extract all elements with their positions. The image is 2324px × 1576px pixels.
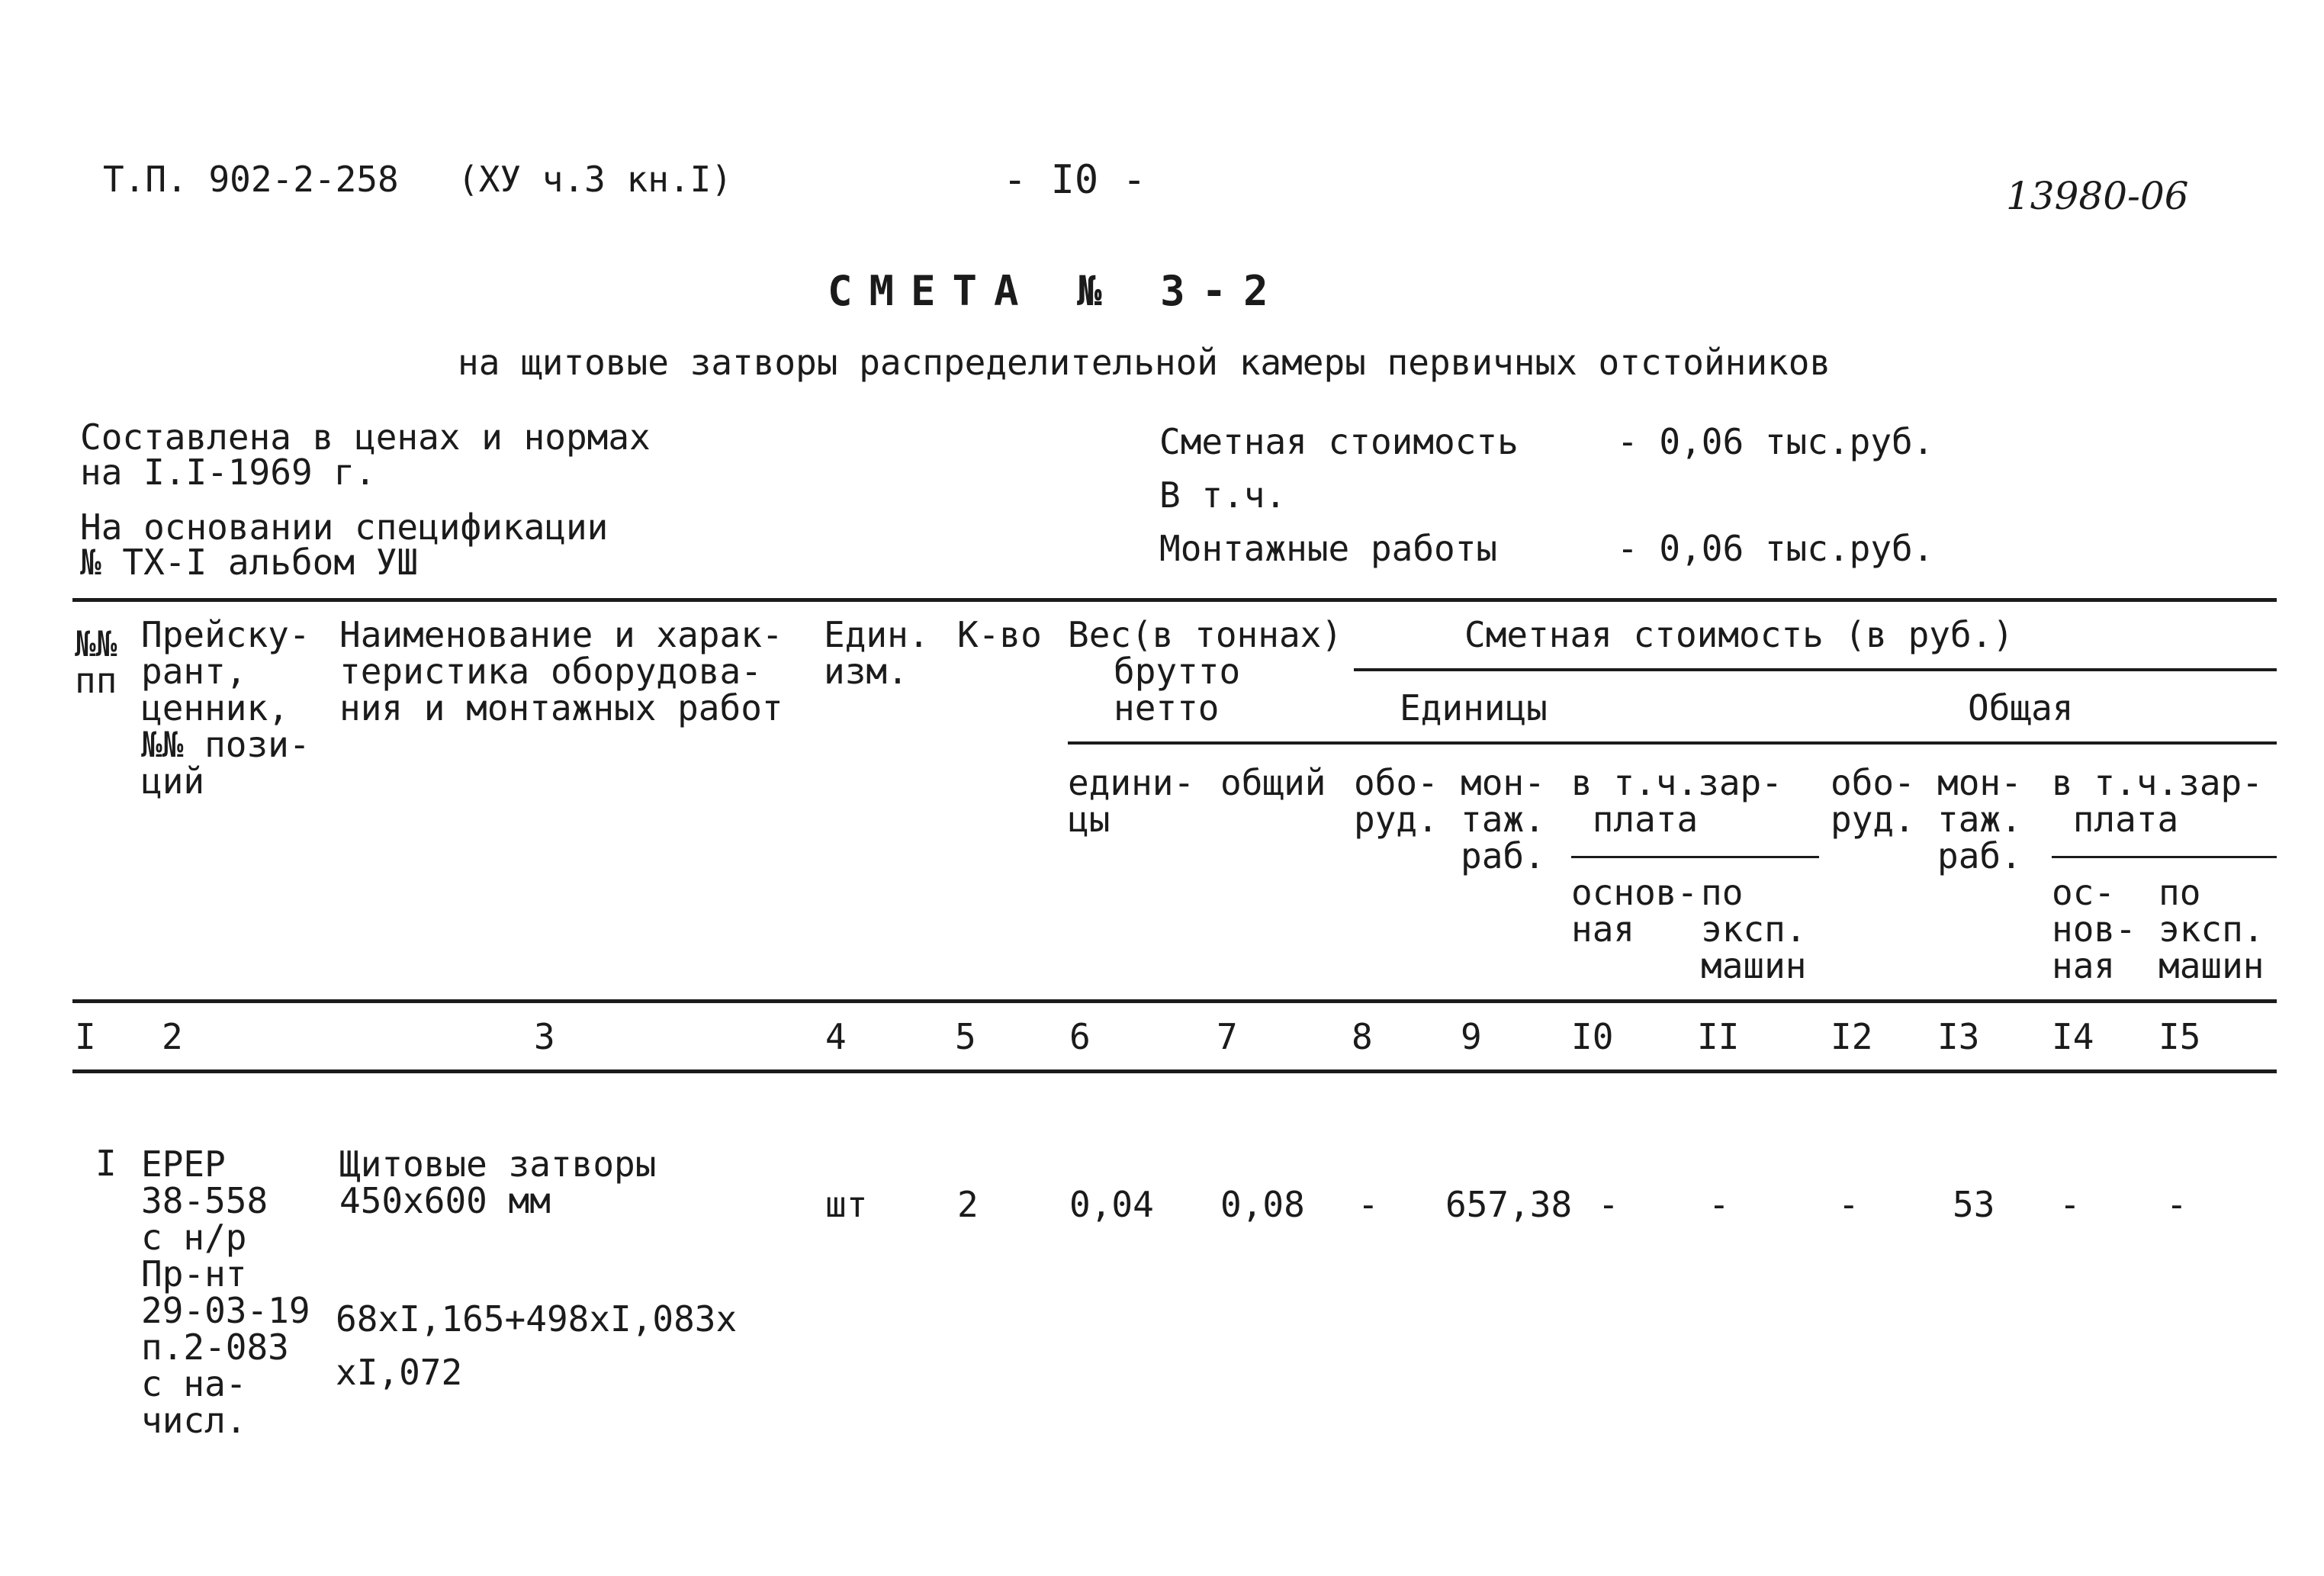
prices-note-line2: на I.I-1969 г. [80, 452, 376, 493]
weight-unit-header: едини- цы [1068, 762, 1195, 840]
column-number: I5 [2158, 1016, 2201, 1057]
header-bottom-rule [72, 999, 2277, 1003]
total-wage-basic-header: ос- нов- ная [2052, 872, 2136, 986]
wage-rule-total [2052, 856, 2277, 858]
wage-rule-unit [1571, 856, 1819, 858]
row-weight-unit: 0,04 [1069, 1184, 1154, 1225]
row-equipment-total: - [1838, 1184, 1860, 1225]
column-number: 8 [1352, 1016, 1373, 1057]
col-number-header: №№ пп [75, 623, 117, 701]
table-top-rule [72, 598, 2277, 602]
row-weight-total: 0,08 [1220, 1184, 1305, 1225]
unit-wage-group-header: в т.ч.зар- плата [1571, 762, 1782, 840]
document-part: (ХУ ч.3 кн.I) [458, 159, 733, 200]
estimated-cost-label: Сметная стоимость [1159, 421, 1519, 462]
total-cost-group-header: Общая [1968, 687, 2074, 728]
column-number: 9 [1461, 1016, 1482, 1057]
column-number: II [1697, 1016, 1740, 1057]
row-wage-basic-total: - [2059, 1184, 2081, 1225]
unit-wage-basic-header: основ- ная [1571, 872, 1699, 950]
column-number: I3 [1937, 1016, 1980, 1057]
row-calculation: 68хI,165+498хI,083х хI,072 [336, 1298, 738, 1393]
column-number: 2 [162, 1016, 183, 1057]
col-qty-header: К-во [957, 614, 1042, 655]
col-unit-header: Един. изм. [824, 614, 930, 692]
cost-group-header: Сметная стоимость (в руб.) [1464, 614, 2014, 655]
column-number: 7 [1217, 1016, 1238, 1057]
prices-note-line1: Составлена в ценах и нормах [80, 417, 651, 458]
unit-equipment-header: обо- руд. [1354, 762, 1438, 840]
unit-installation-header: мон- таж. раб. [1461, 762, 1545, 876]
row-price-reference: ЕРЕР 38-558 с н/р Пр-нт 29-03-19 п.2-083 с на- числ. [141, 1143, 310, 1441]
row-wage-machines-total: - [2166, 1184, 2187, 1225]
row-quantity: 2 [957, 1184, 979, 1225]
col-price-list-header: Прейску- рант, ценник, №№ пози- ций [141, 614, 310, 802]
cost-group-rule [1354, 668, 2277, 671]
total-wage-machines-header: по эксп. машин [2158, 872, 2265, 986]
row-installation-unit: 657,38 [1445, 1184, 1573, 1225]
installation-label: Монтажные работы [1159, 528, 1498, 569]
archive-number: 13980-06 [2006, 174, 2189, 218]
weight-total-header: общий [1220, 762, 1326, 803]
including-label: В т.ч. [1159, 474, 1287, 516]
column-number: I4 [2052, 1016, 2094, 1057]
weight-group-header: Вес(в тоннах) [1068, 614, 1343, 655]
basis-note-line1: На основании спецификации [80, 507, 609, 548]
col-name-header: Наименование и харак- теристика оборудова- ния и монтажных работ [339, 614, 783, 728]
row-number: I [95, 1143, 117, 1184]
column-number: 6 [1069, 1016, 1091, 1057]
estimate-subtitle: на щитовые затворы распределительной камеры первичных отстойников [458, 342, 1831, 383]
column-number: 4 [825, 1016, 847, 1057]
total-wage-group-header: в т.ч.зар- плата [2052, 762, 2263, 840]
installation-value: - 0,06 тыс.руб. [1617, 528, 1934, 569]
document-reference: Т.П. 902-2-258 [103, 159, 399, 200]
unit-cost-group-header: Единицы [1400, 687, 1548, 728]
basis-note-line2: № ТХ-I альбом УШ [80, 542, 419, 583]
total-installation-header: мон- таж. раб. [1937, 762, 2022, 876]
column-number: I2 [1831, 1016, 1873, 1057]
unit-wage-machines-header: по эксп. машин [1701, 872, 1807, 986]
row-unit: шт [825, 1184, 868, 1225]
total-equipment-header: обо- руд. [1831, 762, 1915, 840]
row-equipment-unit: - [1358, 1184, 1379, 1225]
estimate-title: СМЕТА № 3-2 [828, 267, 1285, 315]
column-number: 5 [955, 1016, 976, 1057]
numbers-bottom-rule [72, 1069, 2277, 1073]
column-number: I [75, 1016, 96, 1057]
row-item-name: Щитовые затворы 450х600 мм [339, 1143, 657, 1221]
row-wage-basic-unit: - [1598, 1184, 1619, 1225]
page-number: - I0 - [1003, 157, 1146, 203]
subgroup-rule [1068, 741, 2277, 745]
column-number: I0 [1571, 1016, 1614, 1057]
row-wage-machines-unit: - [1708, 1184, 1730, 1225]
column-number: 3 [534, 1016, 555, 1057]
weight-sub-header: брутто нетто [1114, 651, 1241, 728]
row-installation-total: 53 [1953, 1184, 1995, 1225]
estimated-cost-value: - 0,06 тыс.руб. [1617, 421, 1934, 462]
